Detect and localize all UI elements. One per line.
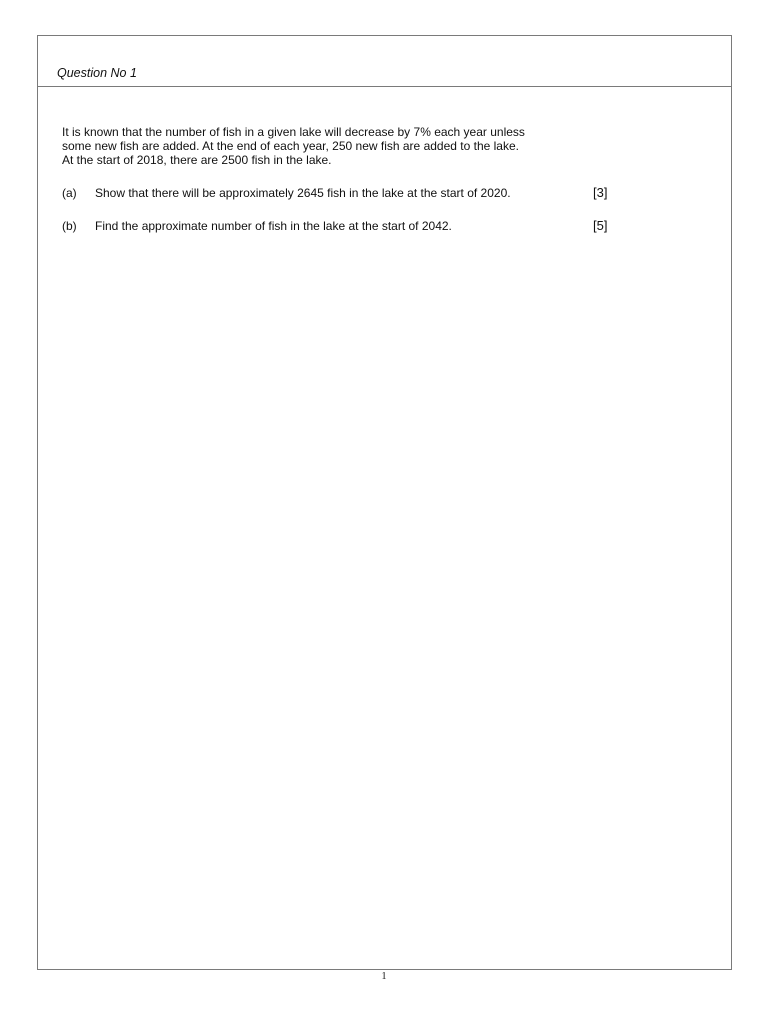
question-part-a — [62, 186, 622, 202]
intro-line: some new fish are added. At the end of each year, 250 new fish are added to the lake. — [62, 139, 519, 153]
part-text: Find the approximate number of fish in the lake at the start of 2042. — [95, 219, 452, 233]
question-header — [38, 36, 731, 87]
part-marks: [3] — [593, 185, 608, 200]
question-intro — [62, 125, 582, 167]
page-number: 1 — [381, 971, 387, 982]
part-text: Show that there will be approximately 2645 fish in the lake at the start of 2020. — [95, 186, 511, 200]
part-label: (b) — [62, 219, 77, 233]
intro-line: At the start of 2018, there are 2500 fish in the lake. — [62, 153, 332, 167]
part-label: (a) — [62, 186, 77, 200]
question-part-b — [62, 219, 622, 235]
part-marks: [5] — [593, 218, 608, 233]
question-title: Question No 1 — [57, 66, 137, 80]
page-frame — [37, 35, 732, 970]
intro-line: It is known that the number of fish in a given lake will decrease by 7% each year unless — [62, 125, 525, 139]
